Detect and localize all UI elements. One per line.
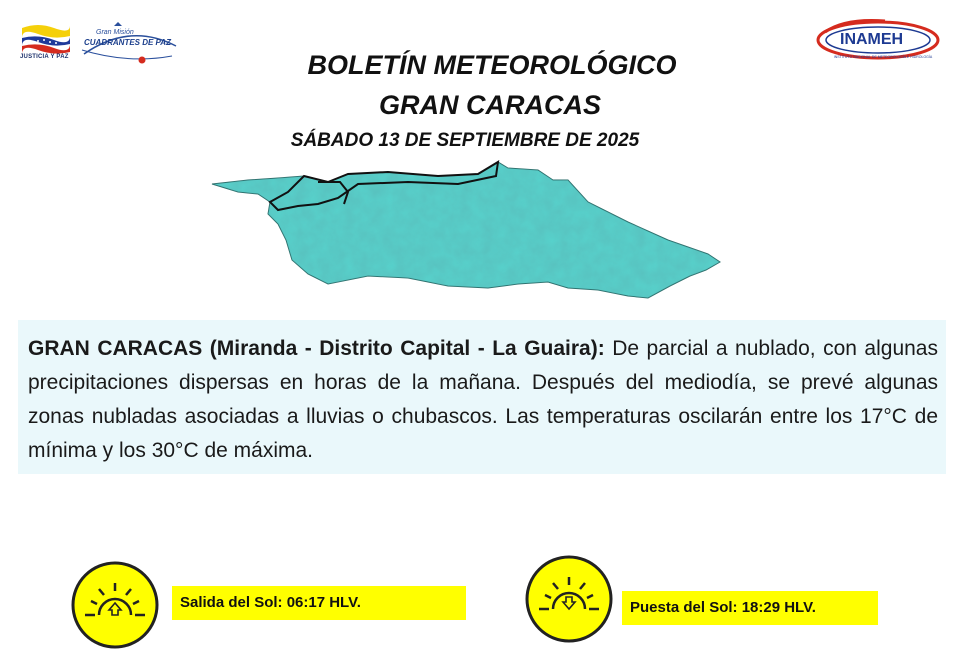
cuadrantes-de-paz-text: CUADRANTES DE PAZ: [84, 38, 171, 47]
gran-mision-text: Gran Misión: [96, 29, 134, 36]
sunset-icon: [525, 555, 613, 643]
inameh-logo-subtext: INSTITUTO NACIONAL DE METEOROLOGÍA E HIDROLOGÍA: [833, 55, 933, 59]
justicia-y-paz-caption: JUSTICIA Y PAZ: [20, 54, 69, 60]
forecast-description: [18, 320, 946, 474]
inameh-logo-text: INAMEH: [840, 31, 904, 48]
sunrise-label: Salida del Sol: 06:17 HLV.: [172, 586, 466, 620]
region-title: GRAN CARACAS: [379, 90, 601, 120]
bulletin-date: [0, 130, 960, 152]
forecast-region-label: GRAN CARACAS (Miranda - Distrito Capital - La Guaira):: [28, 337, 605, 360]
sunrise-icon: [71, 561, 159, 649]
forecast-text: De parcial a nublado, con algunas precipitaciones dispersas en horas de la mañana. Después del mediodía, se prevé algunas zonas nubladas asociadas a lluvias o chubascos. Las temperaturas oscilarán entre los 17°C de mínima y los 30°C de máxima.: [28, 337, 938, 462]
bulletin-title: BOLETÍN METEOROLÓGICO: [307, 50, 677, 80]
region-map: [208, 158, 728, 308]
date-text: SÁBADO 13 DE SEPTIEMBRE DE 2025: [290, 130, 640, 151]
sunset-label: Puesta del Sol: 18:29 HLV.: [622, 591, 878, 625]
